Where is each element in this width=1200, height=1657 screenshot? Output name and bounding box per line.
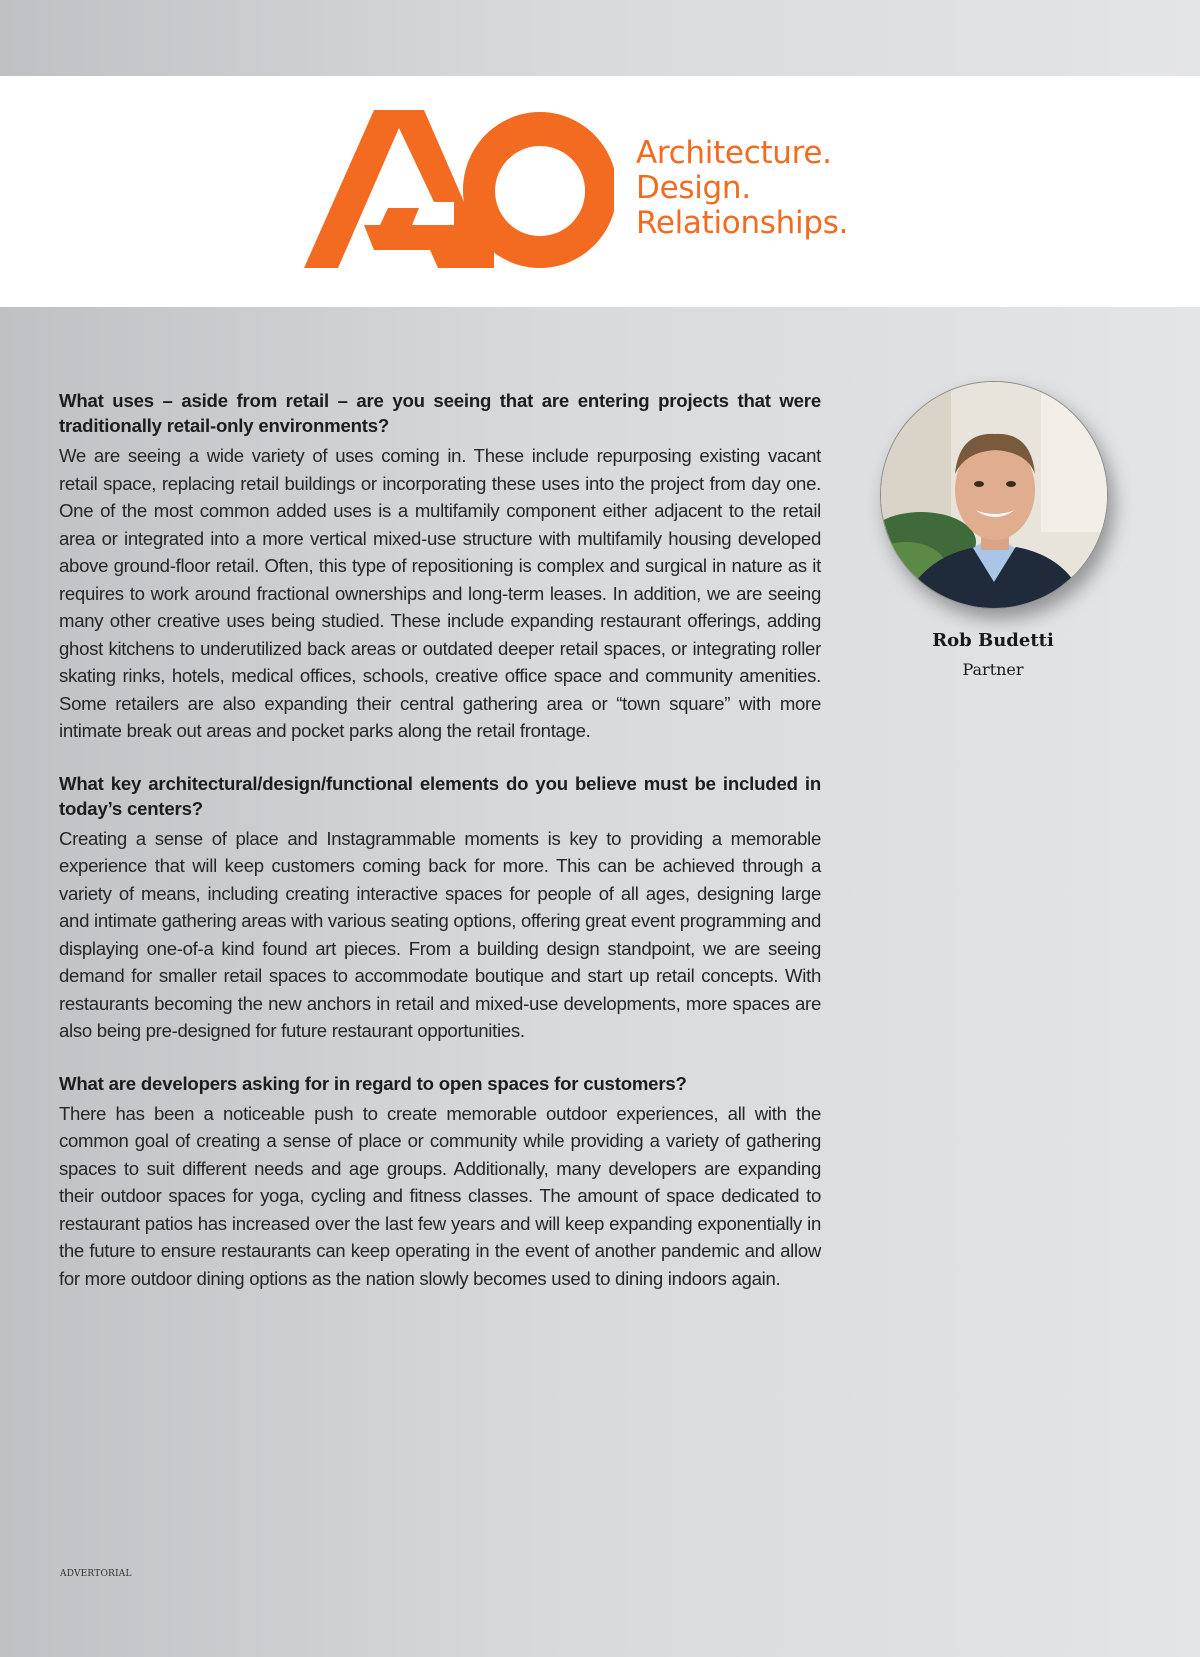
advertorial-label: ADVERTORIAL [60, 1569, 132, 1579]
tagline [636, 136, 848, 241]
question-heading: What are developers asking for in regard to open spaces for customers? [59, 1072, 687, 1094]
tagline-line: Architecture. [636, 135, 832, 171]
logo-banner [0, 76, 1200, 307]
profile-title: Partner [962, 660, 1024, 679]
article-body [59, 388, 821, 1318]
answer-paragraph: We are seeing a wide variety of uses coming in. These include repurposing existing vacant retail space, replacing retail buildings or incorporating these uses into the project from day one. One of the most common added uses is a multifamily component either adjacent to the retail area or integrated into a more vertical mixed-use structure with multifamily housing developed above ground-floor retail. Often, this type of repositioning is complex and surgical in nature as it requires to work around fractional ownerships and long-term leases. In addition, we are seeing many other creative uses being studied. These include expanding restaurant offerings, adding ghost kitchens to underutilized back areas or outdated deeper retail spaces, or integrating roller skating rinks, hotels, medical offices, schools, creative office space and community amenities. Some retailers are also expanding their central gathering area or “town square” with more intimate break out areas and pocket parks along the retail frontage. [59, 445, 821, 741]
tagline-line: Design. [636, 170, 751, 206]
answer-paragraph: Creating a sense of place and Instagrammable moments is key to providing a memorable experience that will keep customers coming back for more. This can be achieved through a variety of means, including creating interactive spaces for people of all ages, designing large and intimate gathering areas with various seating options, offering great event programming and displaying one-of-a kind found art pieces. From a building design standpoint, we are seeing demand for smaller retail spaces to accommodate boutique and start up retail concepts. With restaurants becoming the new anchors in retail and mixed-use developments, more spaces are also being pre-designed for future restaurant opportunities. [59, 827, 821, 1041]
profile-photo [880, 381, 1108, 609]
question-heading: What uses – aside from retail – are you seeing that are entering projects that were traditionally retail-only environments? [59, 390, 821, 436]
ao-logo [304, 110, 614, 270]
tagline-line: Relationships. [636, 205, 849, 241]
answer-paragraph: There has been a noticeable push to create memorable outdoor experiences, all with the common goal of creating a sense of place or community while providing a variety of gathering spaces to suit different needs and age groups. Additionally, many developers are expanding their outdoor spaces for yoga, cycling and fitness classes. The amount of space dedicated to restaurant patios has increased over the last few years and will keep expanding exponentially in the future to ensure restaurants can keep operating in the event of another pandemic and allow for more outdoor dining options as the nation slowly becomes used to dining indoors again. [59, 1102, 821, 1289]
profile-name: Rob Budetti [932, 630, 1054, 651]
question-heading: What key architectural/design/functional elements do you believe must be included in today’s centers? [59, 772, 821, 819]
